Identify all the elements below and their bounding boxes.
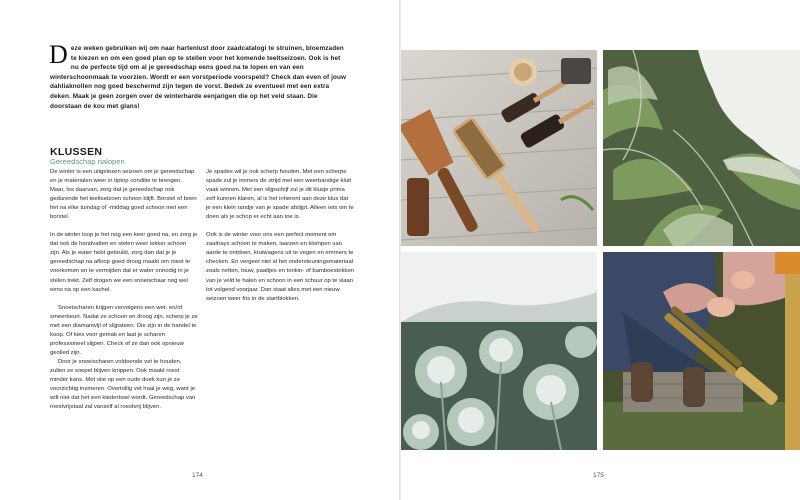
text-column-2 (206, 168, 354, 313)
body-paragraph: De winter is een uitgelezen seizoen om je gereedschap en je materialen weer in tiptop conditie te brengen. Maar, los daarvan, zorg dat je gereedschap ook gedurende het teeltseizoen schoon blijft. Borstel of boen het na elke tuindag of -middag goed schoon met een borstel. (50, 169, 197, 221)
page-number-right: 175 (593, 472, 604, 479)
page-number-left: 174 (192, 472, 203, 479)
drop-cap: D (49, 40, 68, 69)
frosted-leaves-photo (603, 50, 800, 246)
body-paragraph: Door je snoeischaren voldoende vet te houden, zullen ze soepel blijven knippen. Ook maakt roest minder kans. Met olie op een oude doek kun je ze voorzichtig insmeren. Overtollig vet haal je weg, want je wilt niet dat het een klederboel wordt. Gereedschap van roestvrijstaal zal vanzelf al roestvrij blijven. (50, 358, 196, 411)
body-paragraph: Ook is de winter voor ons een perfect moment om zaaitrays schoon te maken, laarzen en klompen van aarde te ontdoen, kruiwagens uit te vegen en emmers te checken. En vergeet niet al het ondersteuningsmateriaal zoals netten, touw, paaltjes en tonkin- of bamboestokken van je veld te halen en schoon in een schuur op te slaan tot volgend voorjaar. Dan staat alles met een nieuw seizoen weer fris in de startblokken. (206, 232, 355, 302)
garden-tools-brushes-photo (401, 50, 597, 246)
right-page (401, 0, 800, 500)
text-column-1 (50, 168, 198, 412)
left-page (0, 0, 399, 500)
section-subtitle: Gereedschap nalopen (50, 157, 125, 166)
sharpening-pruning-shears-photo (603, 252, 800, 450)
section-title: KLUSSEN (50, 146, 103, 158)
body-paragraph: Je spades wil je ook scherp houden. Met een scherpe spade zul je immers de strijd met een weerbarstige kluit vaak winnen. Met een slijpschijf zul je dit klusje prima zelf kunnen klaren, al is het inherent aan deze klus dat je een klein randje van je spade afslijpt. Alleen iets om te doen als je schop er echt aan toe is. (206, 169, 354, 221)
frosted-plants-photo (401, 252, 597, 450)
body-paragraph: In de winter loop je het nog een keer goed na, en zorg je dat ook de handvatten en stelen weer lekker schoon zijn. Als je water hebt gebruikt, zorg dan dat je je gereedschap na afloop goed droog maakt om roest te voorkomen en te vermijden dat er water onnodig in je stelen trekt. Zelf drogen we een snoeischaar nog wel eens na op een kachel. (50, 232, 198, 293)
body-paragraph: Snoeischaren krijgen vervolgens een wet- en/of smeerbeurt. Nadat ze schoon en droog zijn, scherp je ze met een diamantvijl of slijpsteen. Die zijn in de handel te koop. Of kies voor gemak en laat je scharen professioneel slijpen. Check of ze dan ook opnieuw geolied zijn. (50, 304, 198, 356)
intro-text: eze weken gebruiken wij om naar hartenlust door zaadcatalogi te struinen, bloemzaden te kiezen en om een goed plan op te stellen voor het komende teeltseizoen. Ook is het nu de perfecte tijd om al je gereedschap eens goed na te lopen en van een winterschoonmaak te voorzien. Wordt er een vorstperiode voorspeld? Check dan even of jouw dahliaknollen nog goed beschermd zijn tegen de vorst. Bedek ze eventueel met een extra deken. Maak je geen zorgen over de winterharde eenjarigen die op het veld staan. Die doorstaan de kou met glans! (50, 45, 347, 110)
intro-paragraph (49, 40, 350, 111)
